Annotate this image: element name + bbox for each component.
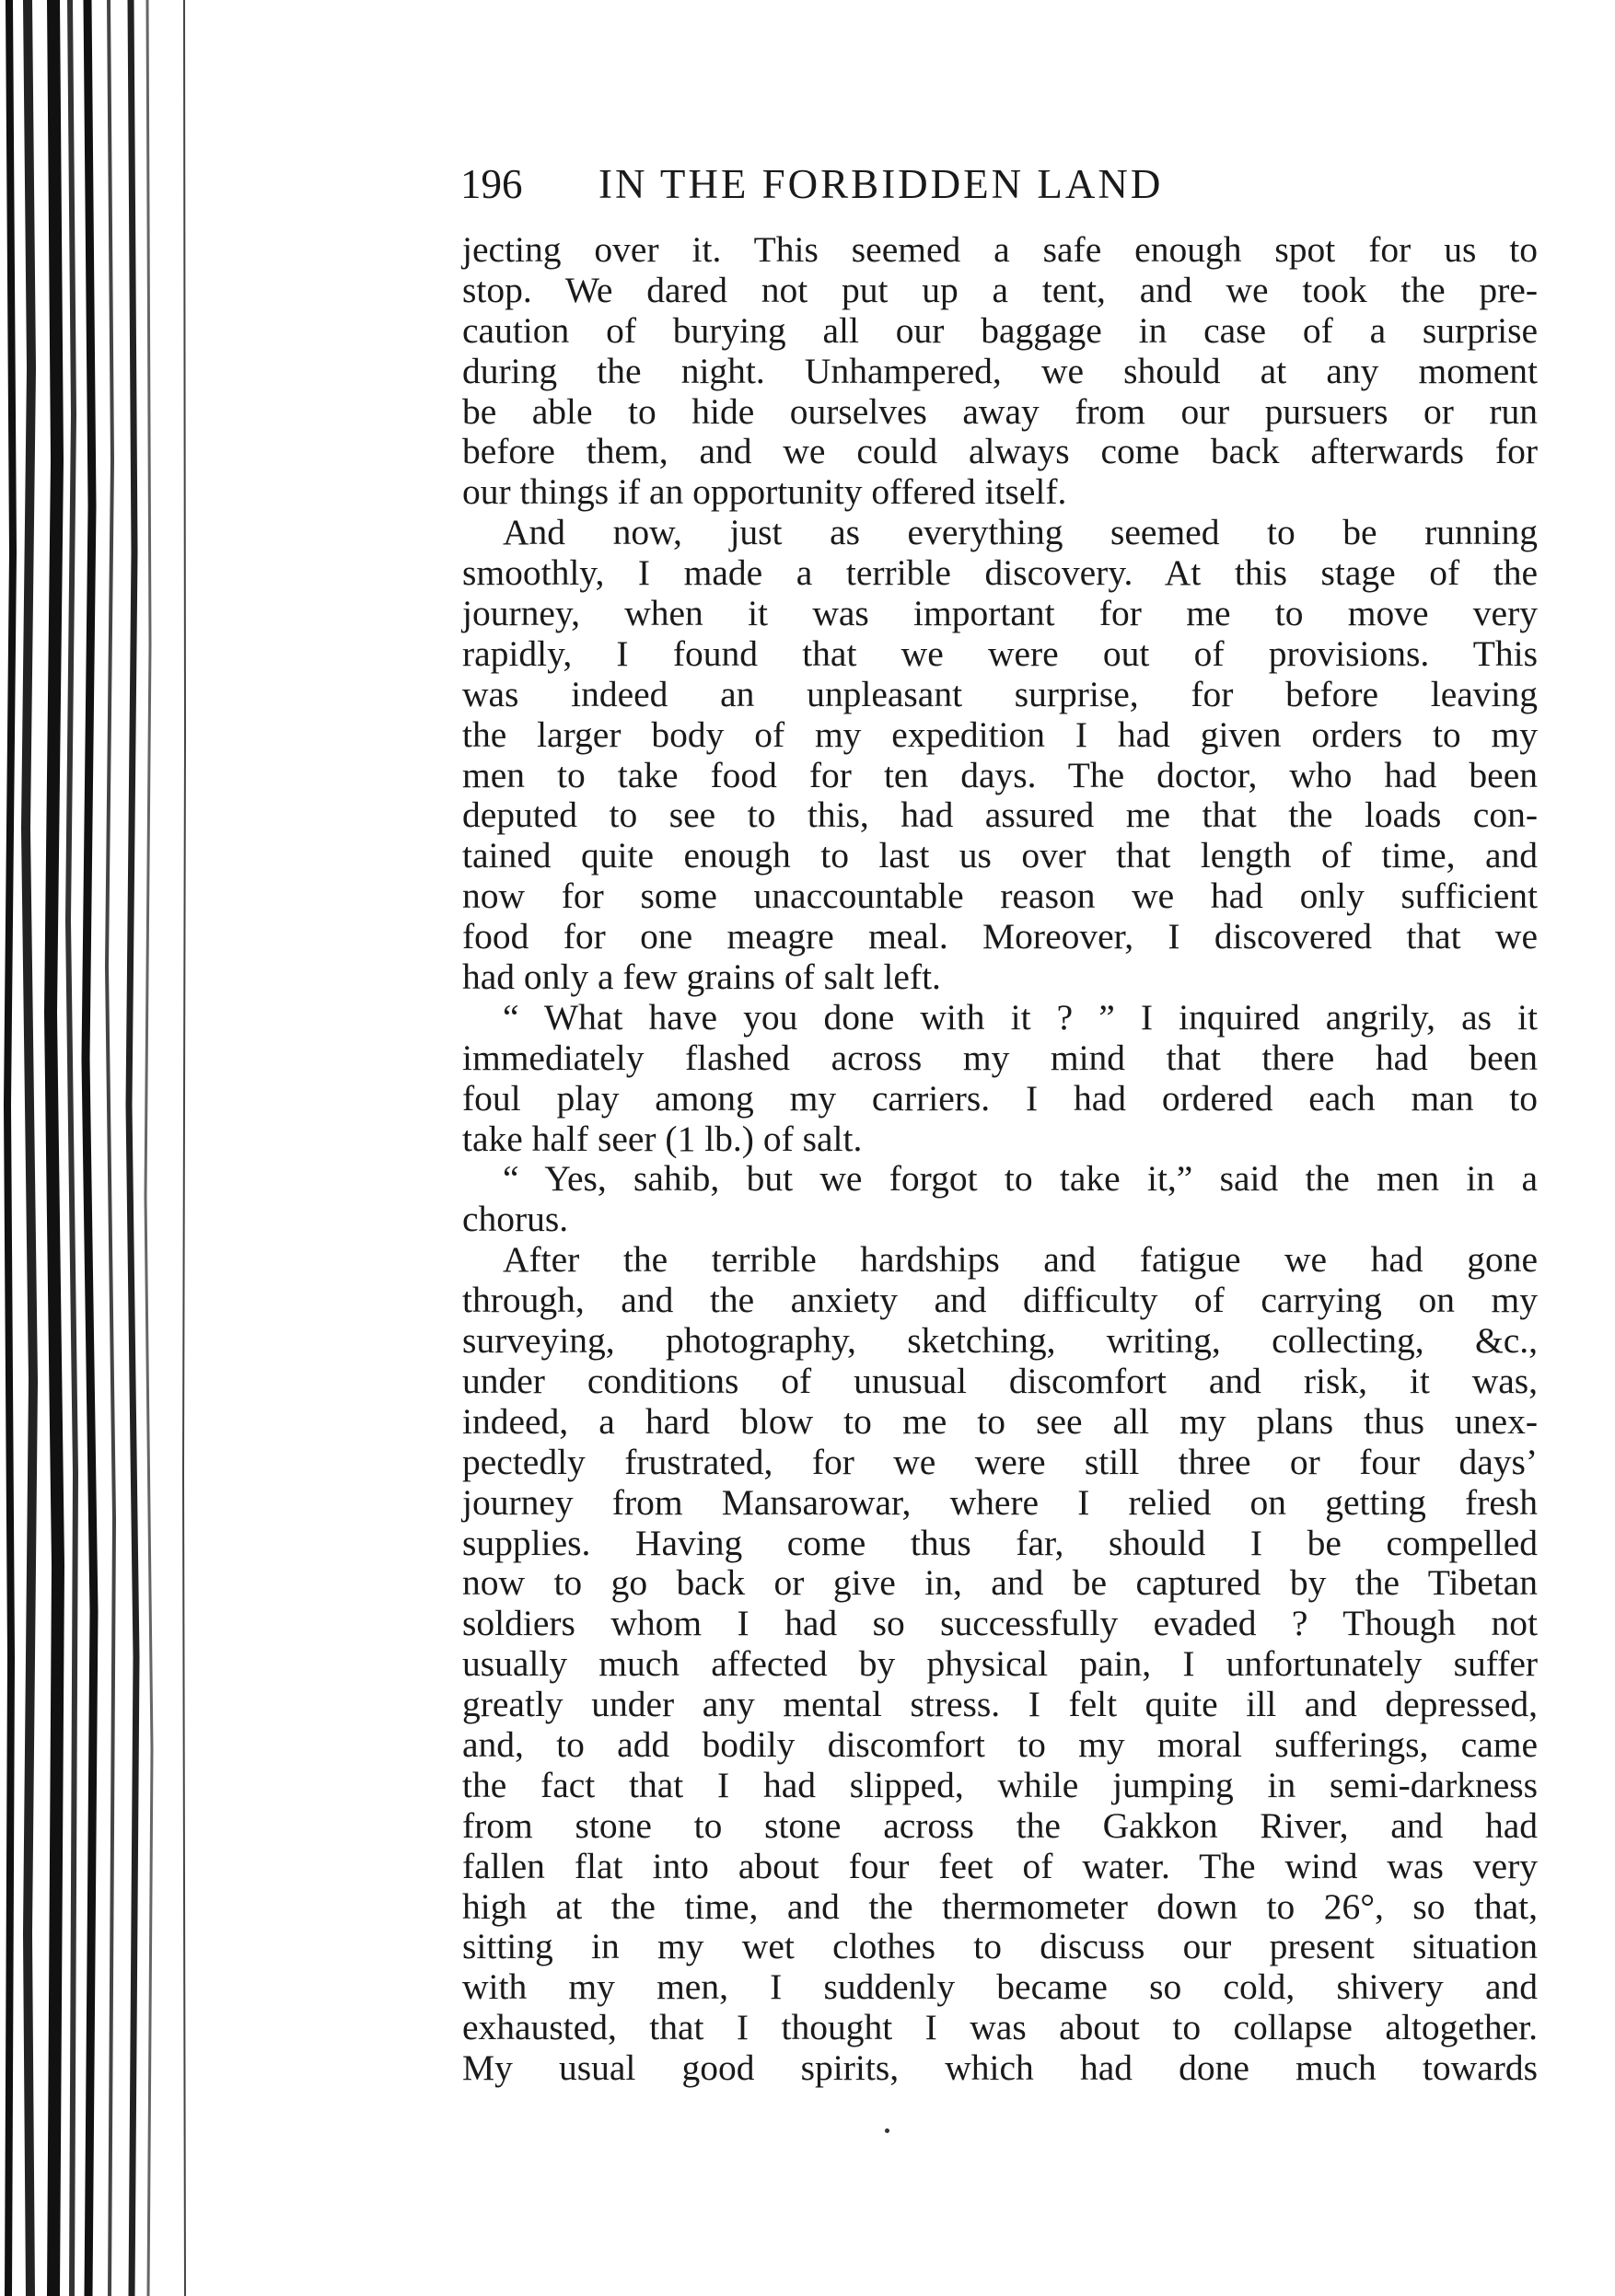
text-line: soldiers whom I had so successfully evaded ? Though not [462, 1603, 1538, 1644]
text-line: now for some unaccountable reason we had only sufficient [462, 875, 1538, 917]
text-line: pectedly frustrated, for we were still three or four days’ [462, 1441, 1538, 1482]
text-line: “ What have you done with it ? ” I inquired angrily, as it [503, 996, 1538, 1038]
text-line: immediately flashed across my mind that there had been [462, 1037, 1538, 1078]
text-line: high at the time, and the thermometer down to 26°, so that, [462, 1885, 1538, 1927]
text-line: had only a few grains of salt left. [462, 957, 941, 998]
body-text [462, 230, 1538, 2089]
text-line: food for one meagre meal. Moreover, I discovered that we [462, 916, 1538, 957]
text-line: journey, when it was important for me to move very [462, 593, 1538, 634]
text-line: foul play among my carriers. I had ordered each man to [462, 1077, 1538, 1119]
text-line: tained quite enough to last us over that length of time, and [462, 835, 1538, 876]
text-line: chorus. [462, 1199, 569, 1240]
text-line: was indeed an unpleasant surprise, for before leaving [462, 673, 1538, 714]
text-line: before them, and we could always come back afterwards for [462, 431, 1538, 472]
text-line: men to take food for ten days. The doctor, who had been [462, 754, 1538, 795]
book-binding-edge [0, 0, 198, 2296]
text-line: during the night. Unhampered, we should at any moment [462, 350, 1538, 391]
text-line: “ Yes, sahib, but we forgot to take it,” said the men in a [503, 1158, 1538, 1200]
text-line: our things if an opportunity offered itself. [462, 471, 1067, 513]
binding-shadow-graphic [0, 0, 198, 2296]
text-line: the fact that I had slipped, while jumping in semi-darkness [462, 1764, 1538, 1805]
text-line: deputed to see to this, had assured me that the loads con- [462, 794, 1538, 836]
text-line: journey from Mansarowar, where I relied on getting fresh [462, 1481, 1538, 1523]
text-line: the larger body of my expedition I had given orders to my [462, 713, 1538, 755]
text-line: stop. We dared not put up a tent, and we took the pre- [462, 269, 1538, 310]
page-number: 196 [460, 161, 523, 207]
text-line: with my men, I suddenly became so cold, shivery and [462, 1966, 1538, 2008]
text-line: My usual good spirits, which had done much towards [462, 2047, 1538, 2089]
text-line: After the terrible hardships and fatigue we had gone [503, 1239, 1538, 1281]
text-line: exhausted, that I thought I was about to collapse altogether. [462, 2007, 1538, 2048]
text-line: and, to add bodily discomfort to my moral sufferings, came [462, 1723, 1538, 1765]
text-line: now to go back or give in, and be captured by the Tibetan [462, 1562, 1538, 1604]
text-line: indeed, a hard blow to me to see all my plans thus unex- [462, 1400, 1538, 1442]
text-line: greatly under any mental stress. I felt quite ill and depressed, [462, 1684, 1538, 1725]
text-line: under conditions of unusual discomfort and risk, it was, [462, 1360, 1538, 1401]
text-line: from stone to stone across the Gakkon River, and had [462, 1804, 1538, 1846]
text-line: take half seer (1 lb.) of salt. [462, 1118, 863, 1159]
text-line: be able to hide ourselves away from our pursuers or run [462, 390, 1538, 432]
running-head: IN THE FORBIDDEN LAND [598, 161, 1164, 207]
text-line: sitting in my wet clothes to discuss our present situation [462, 1926, 1538, 1967]
text-line: rapidly, I found that we were out of provisions. This [462, 632, 1538, 674]
text-line: through, and the anxiety and difficulty of carrying on my [462, 1280, 1538, 1321]
page-header [460, 157, 1547, 212]
text-line: smoothly, I made a terrible discovery. At this stage of the [462, 552, 1538, 594]
text-line: supplies. Having come thus far, should I be compelled [462, 1522, 1538, 1563]
text-line: jecting over it. This seemed a safe enough spot for us to [462, 229, 1538, 270]
text-line: caution of burying all our baggage in case of a surprise [462, 309, 1538, 351]
text-line: usually much affected by physical pain, I unfortunately suffer [462, 1643, 1538, 1685]
print-speck [885, 2128, 889, 2133]
text-line: fallen flat into about four feet of water. The wind was very [462, 1845, 1538, 1886]
text-line: surveying, photography, sketching, writing, collecting, &c., [462, 1320, 1538, 1362]
text-line: And now, just as everything seemed to be running [503, 512, 1538, 553]
